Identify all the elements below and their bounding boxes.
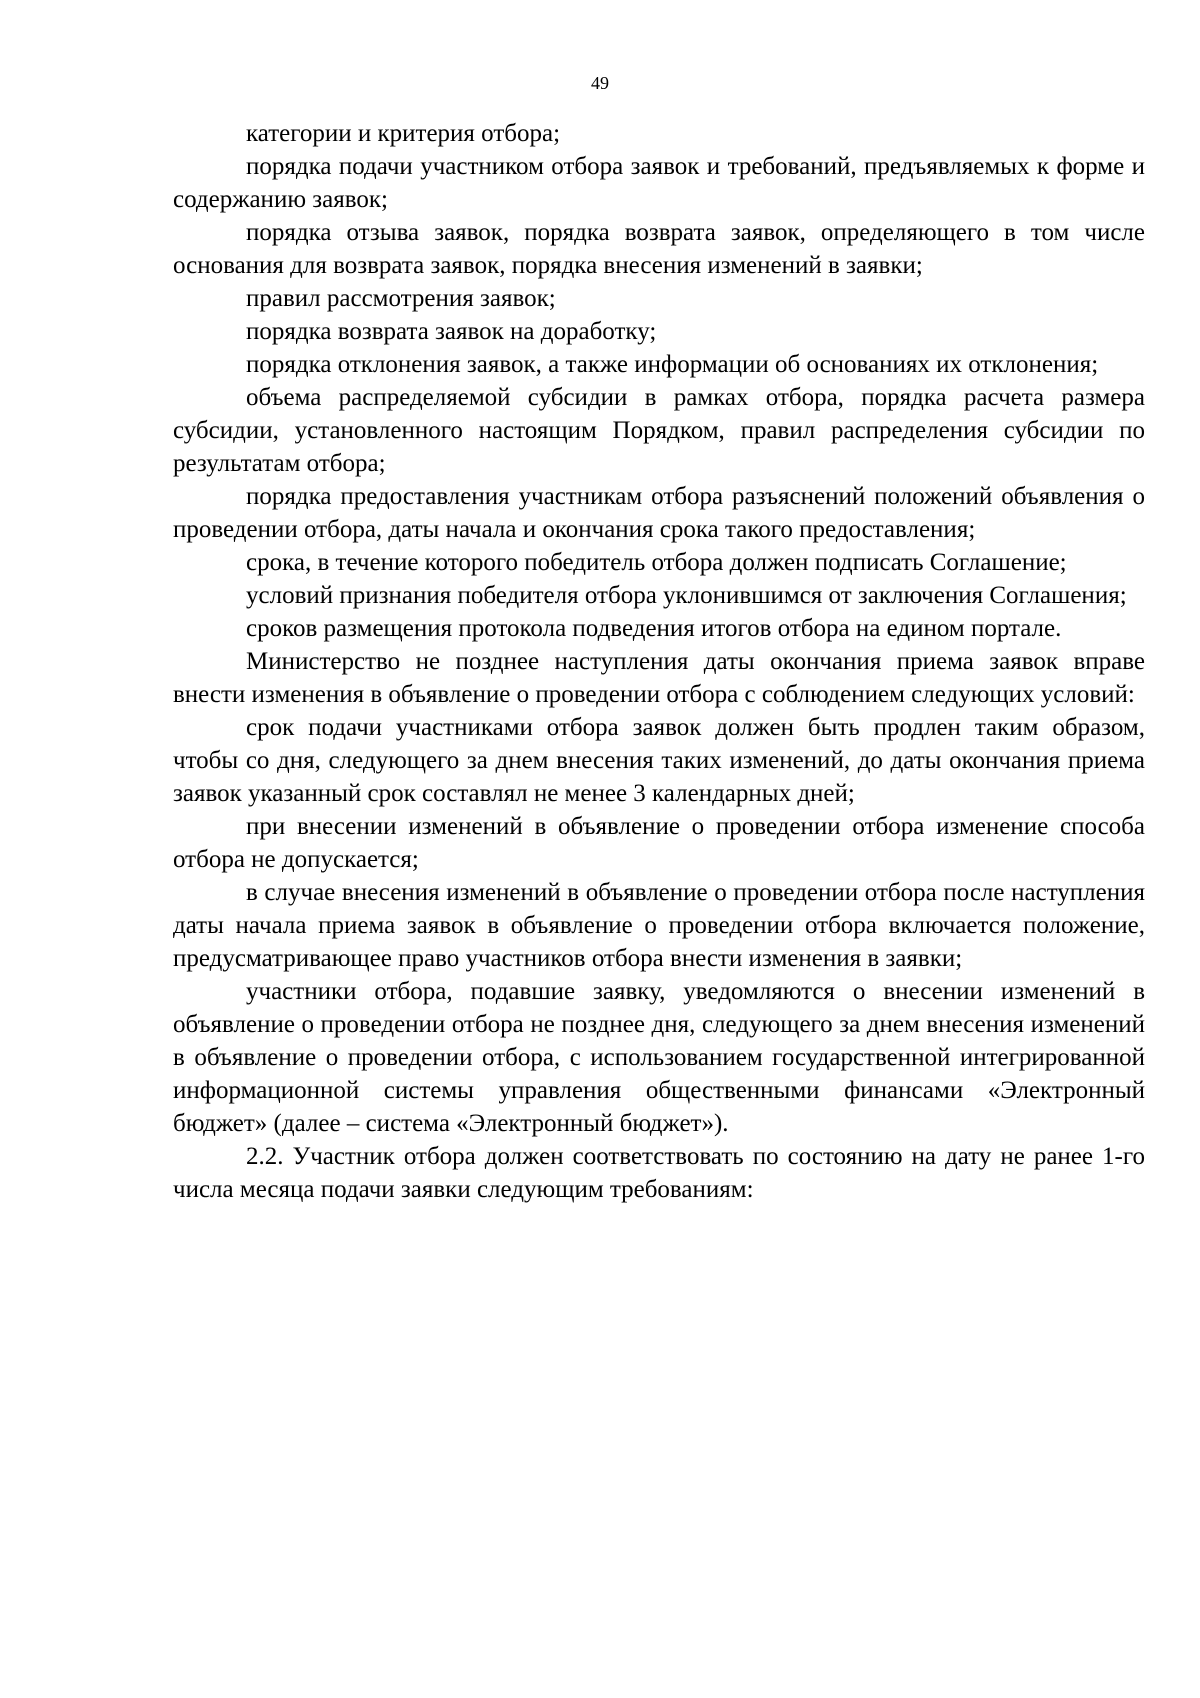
paragraph: порядка возврата заявок на доработку; — [246, 318, 657, 345]
paragraph: 2.2. Участник отбора должен соответствовать по состоянию на дату не ранее 1-го числа месяца подачи заявки следующим требованиям: — [173, 1143, 1145, 1203]
paragraph: порядка отклонения заявок, а также информации об основаниях их отклонения; — [246, 351, 1099, 378]
paragraph: Министерство не позднее наступления даты окончания приема заявок вправе внести изменения в объявление о проведении отбора с соблюдением следующих условий: — [173, 648, 1145, 708]
paragraph: в случае внесения изменений в объявление о проведении отбора после наступления даты начала приема заявок в объявление о проведении отбора включается положение, предусматривающее право участников отбора внести изменения в заявки; — [173, 879, 1145, 972]
paragraph: при внесении изменений в объявление о проведении отбора изменение способа отбора не допускается; — [173, 813, 1145, 873]
paragraph: сроков размещения протокола подведения итогов отбора на едином портале. — [246, 615, 1062, 642]
paragraph: порядка подачи участником отбора заявок и требований, предъявляемых к форме и содержанию заявок; — [173, 153, 1145, 213]
paragraph: срок подачи участниками отбора заявок должен быть продлен таким образом, чтобы со дня, следующего за днем внесения таких изменений, до даты окончания приема заявок указанный срок составлял не менее 3 календарных дней; — [173, 714, 1145, 807]
paragraph: правил рассмотрения заявок; — [246, 285, 556, 312]
paragraph: категории и критерия отбора; — [246, 120, 561, 147]
paragraph: срока, в течение которого победитель отбора должен подписать Соглашение; — [246, 549, 1067, 576]
paragraph: порядка предоставления участникам отбора разъяснений положений объявления о проведении отбора, даты начала и окончания срока такого предоставления; — [173, 483, 1145, 543]
paragraph: порядка отзыва заявок, порядка возврата заявок, определяющего в том числе основания для возврата заявок, порядка внесения изменений в заявки; — [173, 219, 1145, 279]
document-body — [173, 117, 1145, 1206]
paragraph: объема распределяемой субсидии в рамках отбора, порядка расчета размера субсидии, установленного настоящим Порядком, правил распределения субсидии по результатам отбора; — [173, 384, 1145, 477]
paragraph: условий признания победителя отбора уклонившимся от заключения Соглашения; — [246, 582, 1127, 609]
page-number: 49 — [591, 73, 609, 93]
paragraph: участники отбора, подавшие заявку, уведомляются о внесении изменений в объявление о проведении отбора не позднее дня, следующего за днем внесения изменений в объявление о проведении отбора, с использованием государственной интегрированной информационной системы управления общественными финансами «Электронный бюджет» (далее – система «Электронный бюджет»). — [173, 978, 1145, 1137]
